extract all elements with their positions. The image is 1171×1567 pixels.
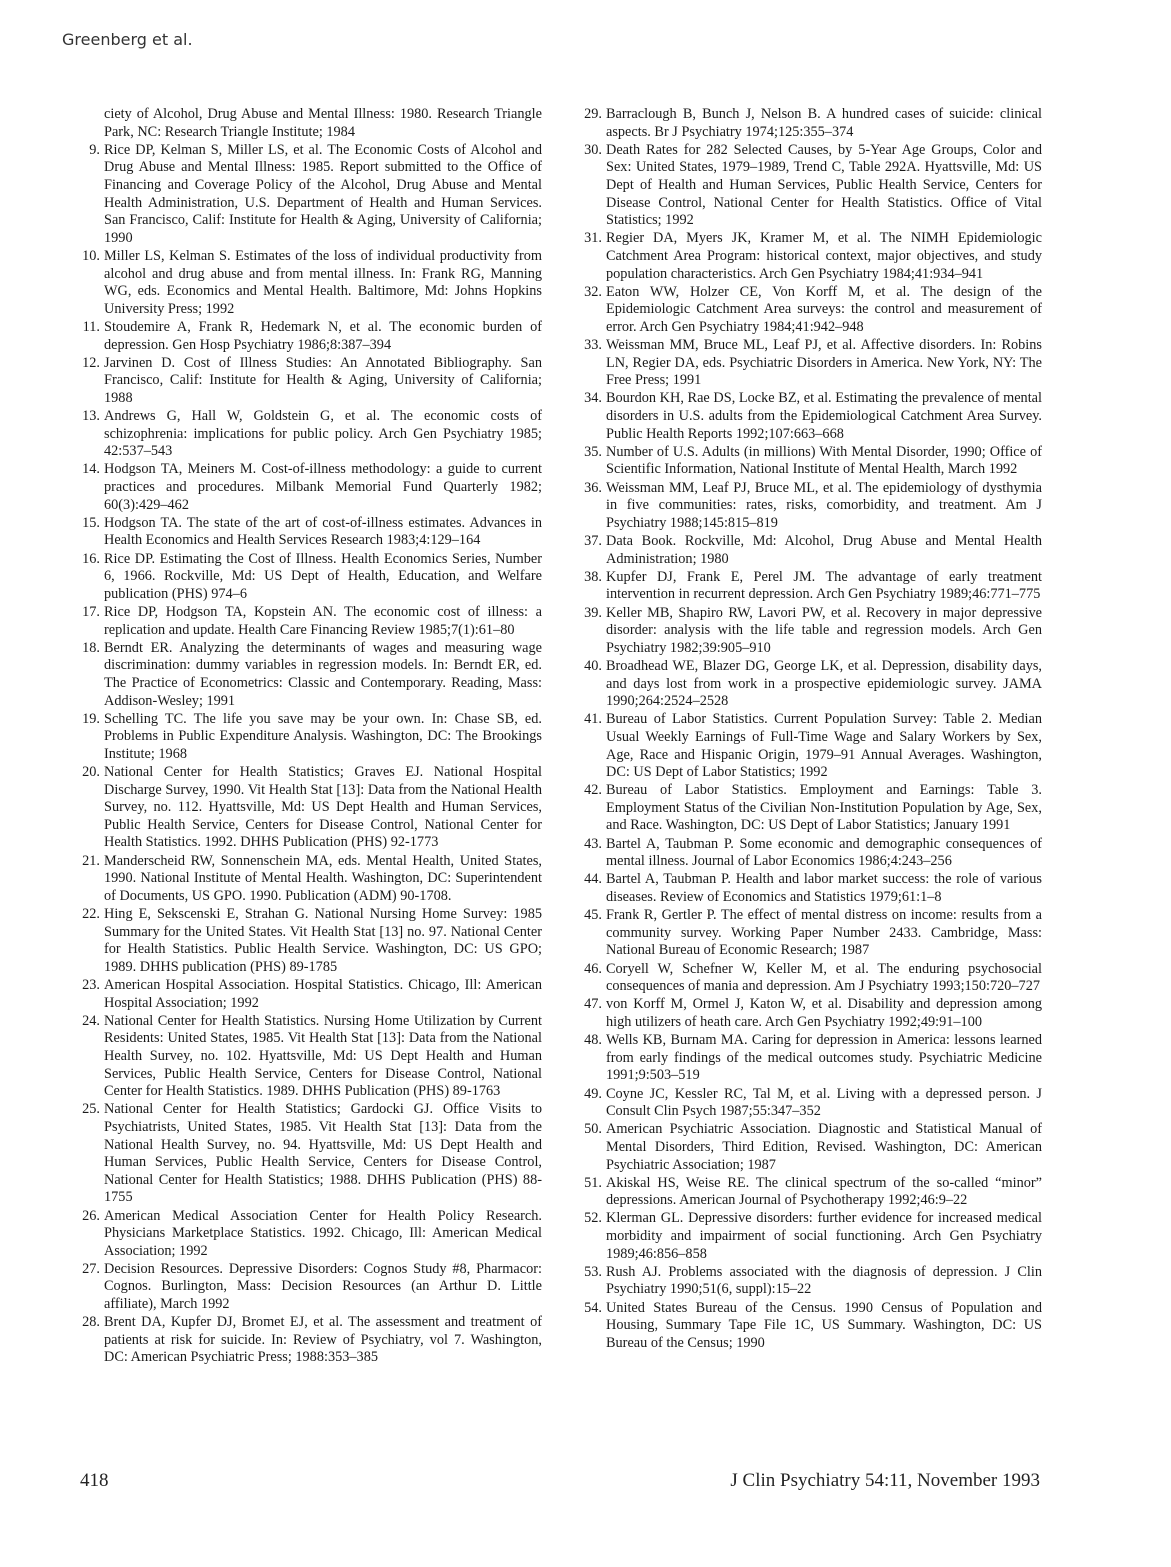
reference-number: 16. xyxy=(82,550,100,567)
reference-number: 39. xyxy=(584,604,602,621)
reference-number: 37. xyxy=(584,533,602,549)
reference-number: 45. xyxy=(584,907,602,924)
reference-text: Miller LS, Kelman S. Estimates of the loss of individual productivity from alcohol and drug abuse and from mental illness. In: Frank RG, Manning WG, eds. Economics and Mental Health. Baltimore, Md: Johns Hopkins University Press; 1992 xyxy=(104,247,542,317)
references-left-column xyxy=(80,106,542,1368)
reference-item xyxy=(80,906,542,976)
reference-text: Bourdon KH, Rae DS, Locke BZ, et al. Estimating the prevalence of mental disorders in U.S. adults from the Epidemiological Catchment Area Survey. Public Health Reports 1992;107:663–668 xyxy=(606,390,1042,442)
reference-text: Stoudemire A, Frank R, Hedemark N, et al. The economic burden of depression. Gen Hosp Psychiatry 1986;8:387–394 xyxy=(104,318,542,353)
reference-number: 47. xyxy=(584,996,602,1013)
reference-text: ciety of Alcohol, Drug Abuse and Mental Illness: 1980. Research Triangle Park, NC: Research Triangle Institute; 1984 xyxy=(104,106,542,140)
reference-text: Bartel A, Taubman P. Health and labor market success: the role of various diseases. Review of Economics and Statistics 1979;61:1–8 xyxy=(606,871,1042,906)
reference-number: 21. xyxy=(82,852,100,869)
reference-item xyxy=(80,515,542,550)
reference-text: Keller MB, Shapiro RW, Lavori PW, et al. Recovery in major depressive disorder: analysis with the life table and regression models. Arch Gen Psychiatry 1982;39:905–910 xyxy=(606,604,1042,656)
reference-item xyxy=(582,1210,1042,1263)
reference-item xyxy=(80,640,542,710)
reference-item xyxy=(80,1314,542,1367)
reference-text: Weissman MM, Leaf PJ, Bruce ML, et al. The epidemiology of dysthymia in five communities: rates, risks, comorbidity, and treatment. Am J Psychiatry 1988;145:815–819 xyxy=(606,479,1042,531)
reference-item xyxy=(582,569,1042,604)
reference-item xyxy=(582,390,1042,443)
reference-item xyxy=(80,1208,542,1261)
reference-number: 46. xyxy=(584,960,602,977)
reference-text: Coryell W, Schefner W, Keller M, et al. The enduring psychosocial consequences of mania and depression. Am J Psychiatry 1993;150:720–727 xyxy=(606,960,1042,995)
reference-item xyxy=(80,1261,542,1314)
reference-item xyxy=(80,1013,542,1101)
reference-text: Coyne JC, Kessler RC, Tal M, et al. Living with a depressed person. J Consult Clin Psych 1987;55:347–352 xyxy=(606,1085,1042,1120)
reference-item xyxy=(582,284,1042,337)
reference-number: 32. xyxy=(584,283,602,300)
reference-text: Hing E, Sekscenski E, Strahan G. National Nursing Home Survey: 1985 Summary for the United States. Vit Health Stat [13] no. 97. National Center for Health Statistics. Public Health Service. Washington, DC: US GPO; 1989. DHHS publication (PHS) 89-1785 xyxy=(104,906,542,975)
reference-item xyxy=(582,1121,1042,1174)
reference-number: 52. xyxy=(584,1210,602,1227)
reference-text: United States Bureau of the Census. 1990 Census of Population and Housing, Summary Tape File 1C, US Summary. Washington, DC: US Bureau of the Census; 1990 xyxy=(606,1299,1042,1351)
reference-number: 23. xyxy=(82,977,100,993)
reference-text: Weissman MM, Bruce ML, Leaf PJ, et al. Affective disorders. In: Robins LN, Regier DA, eds. Psychiatric Disorders in America. New York, NY: The Free Press; 1991 xyxy=(606,337,1042,389)
reference-item xyxy=(582,1175,1042,1210)
reference-text: Andrews G, Hall W, Goldstein G, et al. The economic costs of schizophrenia: implications for public policy. Arch Gen Psychiatry 1985; 42:537–543 xyxy=(104,408,542,460)
reference-item xyxy=(582,1300,1042,1353)
reference-text: Rice DP. Estimating the Cost of Illness. Health Economics Series, Number 6, 1966. Rockville, Md: US Dept of Health, Education, and Welfare publication (PHS) 974–6 xyxy=(104,550,542,602)
reference-number: 49. xyxy=(584,1085,602,1102)
reference-number: 40. xyxy=(584,657,602,674)
reference-text: Data Book. Rockville, Md: Alcohol, Drug Abuse and Mental Health Administration; 1980 xyxy=(606,533,1042,567)
reference-item xyxy=(80,142,542,248)
reference-text: Decision Resources. Depressive Disorders: Cognos Study #8, Pharmacor: Cognos. Burlington, Mass: Decision Resources (an Arthur D. Little affiliate), March 1992 xyxy=(104,1260,542,1313)
reference-number: 54. xyxy=(584,1299,602,1316)
reference-number: 25. xyxy=(82,1101,100,1118)
reference-number: 13. xyxy=(82,408,100,425)
reference-text: National Center for Health Statistics; Graves EJ. National Hospital Discharge Survey, 1990. Vit Health Stat [13]: Data from the National Health Survey, no. 112. Hyattsville, Md: US Dept Health and Human Services, Public Health Service, Centers for Disease Control, National Center for Health Statistics. 1992. DHHS Publication (PHS) 92-1773 xyxy=(104,764,542,851)
reference-item xyxy=(582,142,1042,230)
reference-number: 10. xyxy=(82,247,100,264)
reference-text: Berndt ER. Analyzing the determinants of wages and measuring wage discrimination: dummy variables in regression models. In: Berndt ER, ed. The Practice of Econometrics: Classic and Contemporary. Reading, Mass: Addison-Wesley; 1991 xyxy=(104,639,542,709)
reference-number: 29. xyxy=(584,106,602,122)
reference-number: 22. xyxy=(82,906,100,923)
reference-number: 43. xyxy=(584,835,602,852)
reference-text: National Center for Health Statistics. Nursing Home Utilization by Current Residents: United States, 1985. Vit Health Stat [13]: Data from the National Health Survey, no. 102. Hyattsville, Md: US Dept Health and Human Services, Public Health Service, Centers for Disease Control, National Center for Health Statistics. 1989. DHHS Publication (PHS) 89-1763 xyxy=(104,1012,542,1100)
reference-number: 30. xyxy=(584,141,602,158)
reference-text: National Center for Health Statistics; Gardocki GJ. Office Visits to Psychiatrists, United States, 1985. Vit Health Stat [13]: Data from the National Health Survey, no. 94. Hyattsville, Md: US Dept Health and Human Services, Public Health Service, Centers for Disease Control, National Center for Health Statistics; 1988. DHHS Publication (PHS) 88-1755 xyxy=(104,1101,542,1206)
reference-text: Brent DA, Kupfer DJ, Bromet EJ, et al. The assessment and treatment of patients at risk for suicide. In: Review of Psychiatry, vol 7. Washington, DC: American Psychiatric Press; 1988:353–385 xyxy=(104,1314,542,1366)
reference-text: Bartel A, Taubman P. Some economic and demographic consequences of mental illness. Journal of Labor Economics 1986;4:243–256 xyxy=(606,835,1042,870)
reference-text: Rice DP, Hodgson TA, Kopstein AN. The economic cost of illness: a replication and update. Health Care Financing Review 1985;7(1):61–80 xyxy=(104,603,542,638)
reference-item xyxy=(582,605,1042,658)
reference-number: 24. xyxy=(82,1012,100,1029)
reference-text: American Hospital Association. Hospital Statistics. Chicago, Ill: American Hospital Association; 1992 xyxy=(104,977,542,1011)
reference-item xyxy=(582,782,1042,835)
reference-text: von Korff M, Ormel J, Katon W, et al. Disability and depression among high utilizers of heath care. Arch Gen Psychiatry 1992;49:91–100 xyxy=(606,996,1042,1030)
reference-item xyxy=(582,533,1042,568)
reference-text: Broadhead WE, Blazer DG, George LK, et al. Depression, disability days, and days lost from work in a prospective epidemiologic survey. JAMA 1990;264:2524–2528 xyxy=(606,657,1042,710)
reference-text: Rush AJ. Problems associated with the diagnosis of depression. J Clin Psychiatry 1990;51(6, suppl):15–22 xyxy=(606,1263,1042,1298)
reference-text: American Medical Association Center for Health Policy Research. Physicians Marketplace Statistics. 1992. Chicago, Ill: American Medical Association; 1992 xyxy=(104,1207,542,1259)
reference-item xyxy=(582,230,1042,283)
reference-text: Akiskal HS, Weise RE. The clinical spectrum of the so-called “minor” depressions. American Journal of Psychotherapy 1992;46:9–22 xyxy=(606,1174,1042,1209)
reference-number: 31. xyxy=(584,230,602,247)
reference-item xyxy=(582,1032,1042,1085)
reference-text: Hodgson TA, Meiners M. Cost-of-illness methodology: a guide to current practices and procedures. Milbank Memorial Fund Quarterly 1982; 60(3):429–462 xyxy=(104,461,542,513)
reference-number: 18. xyxy=(82,639,100,656)
reference-text: Regier DA, Myers JK, Kramer M, et al. The NIMH Epidemiologic Catchment Area Program: historical context, major objectives, and study population characteristics. Arch Gen Psychiatry 1984;41:934–941 xyxy=(606,230,1042,282)
reference-text: American Psychiatric Association. Diagnostic and Statistical Manual of Mental Disorders, Third Edition, Revised. Washington, DC: American Psychiatric Association; 1987 xyxy=(606,1121,1042,1173)
reference-number: 48. xyxy=(584,1032,602,1049)
reference-text: Wells KB, Burnam MA. Caring for depression in America: lessons learned from early findings of the medical outcomes study. Psychiatric Medicine 1991;9:503–519 xyxy=(606,1032,1042,1084)
reference-number: 28. xyxy=(82,1314,100,1331)
reference-number: 15. xyxy=(82,514,100,531)
reference-item xyxy=(582,1086,1042,1121)
reference-number: 42. xyxy=(584,782,602,799)
reference-item xyxy=(582,106,1042,141)
reference-item xyxy=(582,711,1042,781)
reference-number: 35. xyxy=(584,443,602,460)
page-number: 418 xyxy=(80,1470,109,1491)
reference-text: Bureau of Labor Statistics. Current Population Survey: Table 2. Median Usual Weekly Earnings of Full-Time Wage and Salary Workers by Sex, Age, Race and Hispanic Origin, 1979–91 Annual Averages. Washington, DC: US Dept of Labor Statistics; 1992 xyxy=(606,711,1042,781)
reference-text: Barraclough B, Bunch J, Nelson B. A hundred cases of suicide: clinical aspects. Br J Psychiatry 1974;125:355–374 xyxy=(606,106,1042,140)
reference-item xyxy=(80,711,542,764)
references-right-column xyxy=(582,106,1042,1353)
reference-item xyxy=(582,907,1042,960)
running-head: Greenberg et al. xyxy=(62,30,193,49)
reference-number: 11. xyxy=(82,318,100,335)
reference-text: Bureau of Labor Statistics. Employment and Earnings: Table 3. Employment Status of the Civilian Non-Institution Population by Age, Sex, and Race. Washington, DC: US Dept of Labor Statistics; January 1991 xyxy=(606,782,1042,834)
reference-number: 50. xyxy=(584,1121,602,1138)
reference-item xyxy=(582,444,1042,479)
reference-text: Frank R, Gertler P. The effect of mental distress on income: results from a community survey. Working Paper Number 2433. Cambridge, Mass: National Bureau of Economic Research; 1987 xyxy=(606,907,1042,959)
reference-number: 36. xyxy=(584,479,602,496)
reference-text: Eaton WW, Holzer CE, Von Korff M, et al. The design of the Epidemiologic Catchment Area surveys: the control and measurement of error. Arch Gen Psychiatry 1984;41:942–948 xyxy=(606,283,1042,335)
reference-number: 51. xyxy=(584,1174,602,1191)
reference-number: 20. xyxy=(82,764,100,781)
reference-item xyxy=(582,658,1042,711)
reference-number: 19. xyxy=(82,710,100,727)
reference-number: 44. xyxy=(584,871,602,888)
reference-text: Klerman GL. Depressive disorders: further evidence for increased medical morbidity and impairment of social functioning. Arch Gen Psychiatry 1989;46:856–858 xyxy=(606,1210,1042,1262)
reference-number: 12. xyxy=(82,354,100,371)
reference-item xyxy=(582,996,1042,1031)
reference-item xyxy=(582,836,1042,871)
reference-item xyxy=(80,408,542,461)
reference-item xyxy=(80,106,542,141)
reference-number: 17. xyxy=(82,603,100,620)
reference-number: 38. xyxy=(584,568,602,585)
reference-item xyxy=(80,461,542,514)
reference-text: Kupfer DJ, Frank E, Perel JM. The advantage of early treatment intervention in recurrent depression. Arch Gen Psychiatry 1989;46:771–775 xyxy=(606,568,1042,603)
reference-text: Rice DP, Kelman S, Miller LS, et al. The Economic Costs of Alcohol and Drug Abuse and Mental Illness: 1985. Report submitted to the Office of Financing and Coverage Policy of the Alcohol, Drug Abuse and Mental Health Administration, U.S. Department of Health and Human Services. San Francisco, Calif: Institute for Health & Aging, University of California; 1990 xyxy=(104,141,542,246)
reference-item xyxy=(80,1101,542,1207)
reference-item xyxy=(80,977,542,1012)
reference-item xyxy=(582,1264,1042,1299)
reference-number: 53. xyxy=(584,1263,602,1280)
reference-item xyxy=(582,480,1042,533)
reference-item xyxy=(80,764,542,852)
reference-text: Jarvinen D. Cost of Illness Studies: An Annotated Bibliography. San Francisco, Calif: Institute for Health & Aging, University of California; 1988 xyxy=(104,354,542,406)
reference-number: 14. xyxy=(82,461,100,478)
reference-text: Number of U.S. Adults (in millions) With Mental Disorder, 1990; Office of Scientific Information, National Institute of Mental Health, March 1992 xyxy=(606,443,1042,478)
reference-number: 41. xyxy=(584,711,602,728)
reference-item xyxy=(80,355,542,408)
reference-item xyxy=(80,853,542,906)
reference-item xyxy=(582,871,1042,906)
reference-item xyxy=(80,551,542,604)
reference-item xyxy=(80,248,542,318)
reference-item xyxy=(80,319,542,354)
reference-number: 33. xyxy=(584,337,602,354)
reference-item xyxy=(582,337,1042,390)
reference-number: 9. xyxy=(89,141,100,158)
reference-item xyxy=(80,604,542,639)
reference-number: 26. xyxy=(82,1207,100,1224)
reference-text: Schelling TC. The life you save may be your own. In: Chase SB, ed. Problems in Public Expenditure Analysis. Washington, DC: The Brookings Institute; 1968 xyxy=(104,710,542,762)
reference-text: Hodgson TA. The state of the art of cost-of-illness estimates. Advances in Health Economics and Health Services Research 1983;4:129–164 xyxy=(104,514,542,549)
reference-number: 27. xyxy=(82,1260,100,1277)
reference-text: Manderscheid RW, Sonnenschein MA, eds. Mental Health, United States, 1990. National Institute of Mental Health. Washington, DC: Superintendent of Documents, US GPO. 1990. Publication (ADM) 90-1708. xyxy=(104,852,542,904)
reference-number: 34. xyxy=(584,390,602,407)
reference-text: Death Rates for 282 Selected Causes, by 5-Year Age Groups, Color and Sex: United States, 1979–1989, Trend C, Table 292A. Hyattsville, Md: US Dept of Health and Human Services, Public Health Service, Centers for Disease Control, National Center for Health Statistics. Office of Vital Statistics; 1992 xyxy=(606,141,1042,229)
journal-citation: J Clin Psychiatry 54:11, November 1993 xyxy=(730,1470,1040,1491)
reference-item xyxy=(582,961,1042,996)
